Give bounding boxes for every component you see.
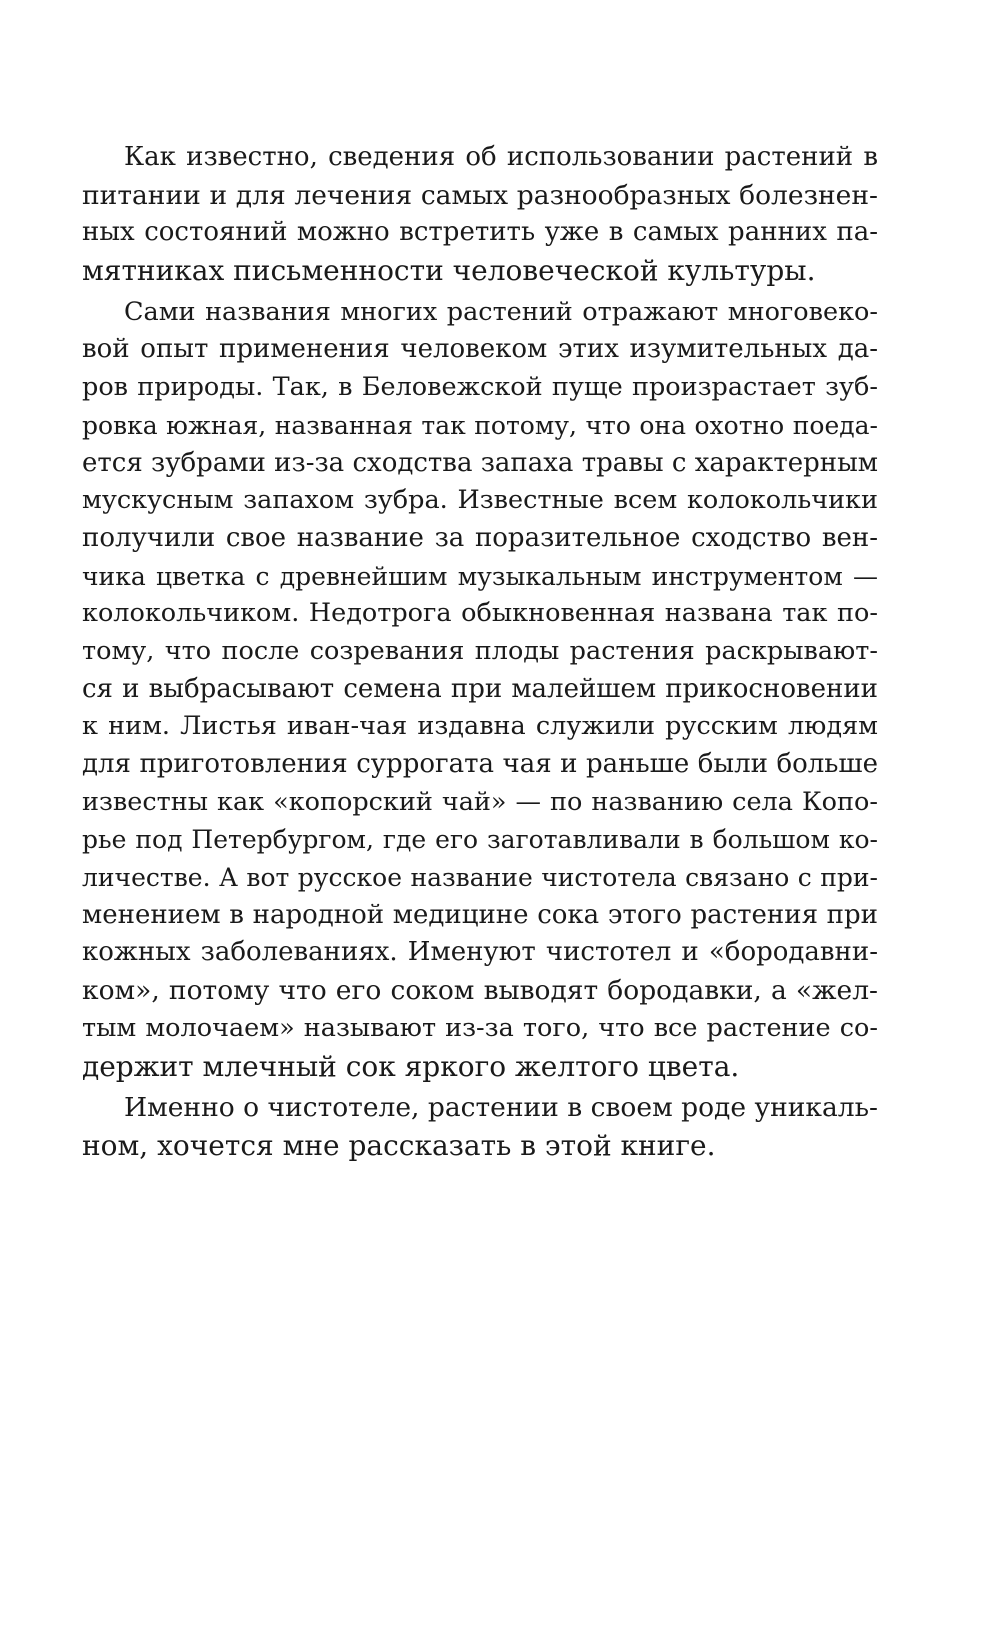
text-line: личестве. А вот русское название чистотела связано с при-	[82, 863, 878, 893]
body-text	[82, 139, 878, 1165]
text-line: Именно о чистотеле, растении в своем роде уникаль-	[124, 1092, 878, 1124]
text-line: кожных заболеваниях. Именуют чистотел и «бородавни-	[82, 937, 878, 968]
text-line: ется зубрами из-за сходства запаха травы с характерным	[82, 447, 878, 478]
text-line: ком», потому что его соком выводят бородавки, а «жел-	[82, 975, 878, 1007]
paragraph-3	[82, 1089, 878, 1164]
text-line: менением в народной медицине сока этого растения при	[82, 899, 878, 930]
text-line: чика цветка с древнейшим музыкальным инструментом —	[82, 561, 878, 591]
text-line: Как известно, сведения об использовании растений в	[124, 142, 878, 172]
text-line: к ним. Листья иван-чая издавна служили русским людям	[82, 711, 878, 742]
text-line: получили свое название за поразительное сходство вен-	[82, 522, 878, 553]
text-line: питании и для лечения самых разнообразных болезнен-	[82, 179, 878, 211]
text-line: тым молочаем» называют из-за того, что все растение со-	[82, 1012, 878, 1043]
text-line: мускусным запахом зубра. Известные всем колокольчики	[82, 485, 878, 516]
text-line: вой опыт применения человеком этих изумительных да-	[82, 334, 878, 365]
text-line: ров природы. Так, в Беловежской пуще произрастает зуб-	[82, 372, 878, 403]
paragraph-1	[82, 139, 878, 290]
text-line: рье под Петербургом, где его заготавливали в большом ко-	[82, 825, 878, 855]
text-line: мятниках письменности человеческой культуры.	[82, 254, 816, 288]
text-line: ных состояний можно встретить уже в самых ранних па-	[82, 217, 878, 248]
text-line: держит млечный сок яркого желтого цвета.	[82, 1049, 740, 1083]
text-line: ном, хочется мне рассказать в этой книге.	[82, 1128, 716, 1162]
text-line: для приготовления суррогата чая и раньше были больше	[82, 749, 878, 779]
text-line: ся и выбрасывают семена при малейшем прикосновении	[82, 673, 878, 704]
paragraph-2	[82, 294, 878, 1085]
text-line: колокольчиком. Недотрога обыкновенная названа так по-	[82, 598, 878, 629]
text-line: Сами названия многих растений отражают многовеко-	[124, 296, 878, 327]
text-line: известны как «копорский чай» — по названию села Копо-	[82, 786, 878, 817]
text-line: тому, что после созревания плоды растения раскрывают-	[82, 635, 878, 666]
text-line: ровка южная, названная так потому, что она охотно поеда-	[82, 410, 878, 440]
